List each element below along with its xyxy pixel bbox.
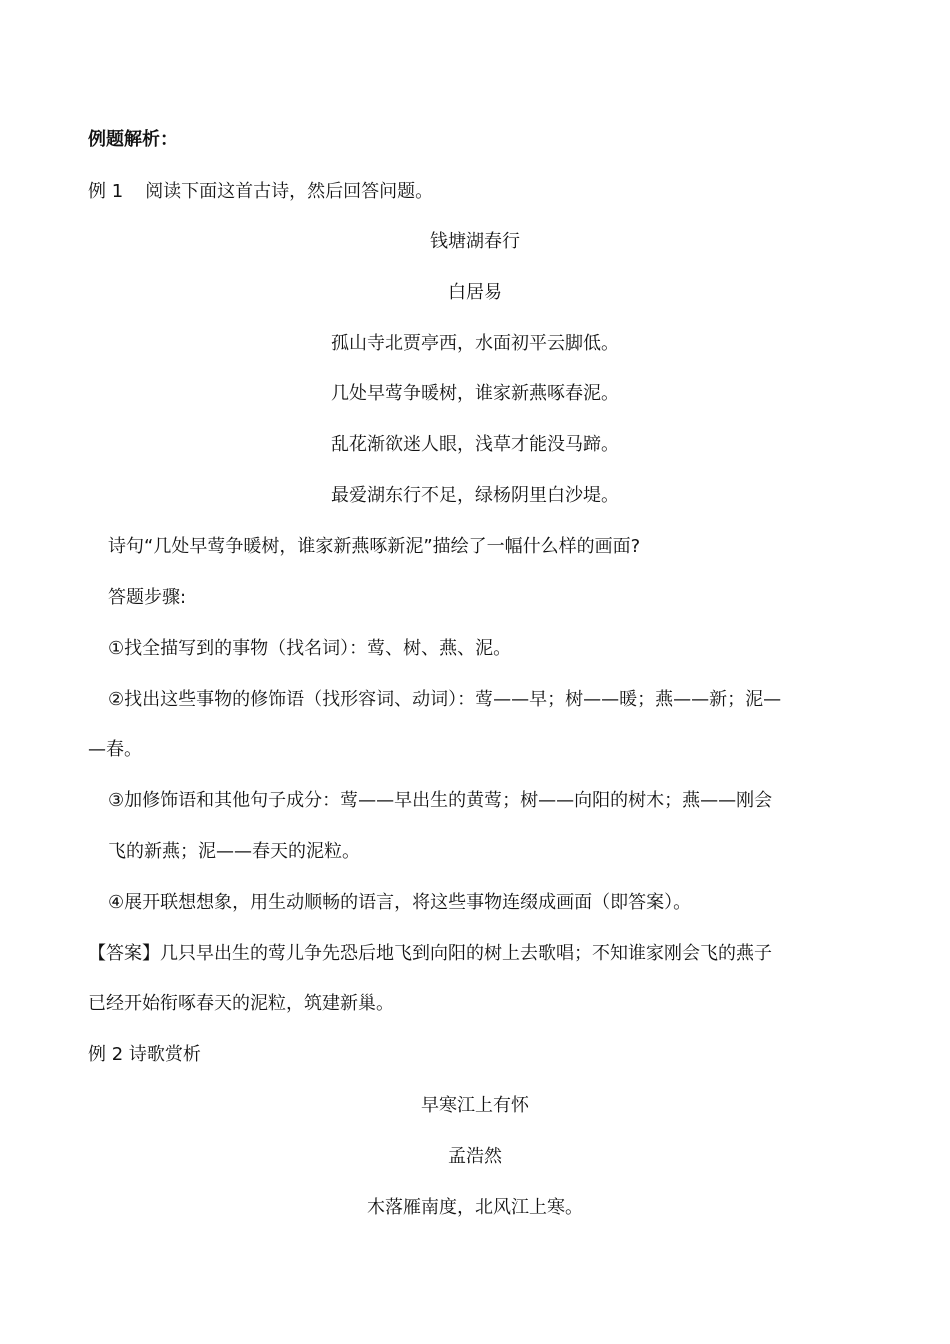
example1-intro xyxy=(88,180,433,204)
poem1-author: 白居易 xyxy=(448,282,502,303)
step-line: 飞的新燕；泥——春天的泥粒。 xyxy=(108,841,360,862)
example1-question: 诗句“几处早莺争暖树，谁家新燕啄新泥”描绘了一幅什么样的画面? xyxy=(108,536,641,557)
step-line: ②找出这些事物的修饰语（找形容词、动词）：莺——早；树——暖；燕——新；泥— xyxy=(108,689,782,710)
section-heading: 例题解析： xyxy=(88,129,178,150)
example2-label: 例 2 诗歌赏析 xyxy=(88,1044,201,1065)
poem2-title: 早寒江上有怀 xyxy=(421,1095,529,1116)
answer-line: 【答案】几只早出生的莺儿争先恐后地飞到向阳的树上去歌唱；不知谁家刚会飞的燕子 xyxy=(88,943,772,964)
poem2-author: 孟浩然 xyxy=(448,1146,502,1167)
poem2-line: 木落雁南度，北风江上寒。 xyxy=(367,1197,583,1218)
answer-line: 已经开始衔啄春天的泥粒，筑建新巢。 xyxy=(88,993,394,1014)
example1-instruction: 阅读下面这首古诗，然后回答问题。 xyxy=(145,181,434,202)
poem1-line: 几处早莺争暖树，谁家新燕啄春泥。 xyxy=(331,383,619,404)
poem1-line: 孤山寺北贾亭西，水面初平云脚低。 xyxy=(331,333,619,354)
example1-label: 例 1 xyxy=(88,181,124,202)
step-line: ③加修饰语和其他句子成分：莺——早出生的黄莺；树——向阳的树木；燕——刚会 xyxy=(108,790,773,811)
poem1-line: 最爱湖东行不足，绿杨阴里白沙堤。 xyxy=(331,485,619,506)
step-line: ①找全描写到的事物（找名词）：莺、树、燕、泥。 xyxy=(108,638,512,659)
poem1-line: 乱花渐欲迷人眼，浅草才能没马蹄。 xyxy=(331,434,619,455)
steps-label: 答题步骤: xyxy=(108,587,187,608)
step-line: —春。 xyxy=(88,739,142,760)
poem1-title: 钱塘湖春行 xyxy=(430,231,520,252)
step-line: ④展开联想想象，用生动顺畅的语言，将这些事物连缀成画面（即答案）。 xyxy=(108,892,692,913)
